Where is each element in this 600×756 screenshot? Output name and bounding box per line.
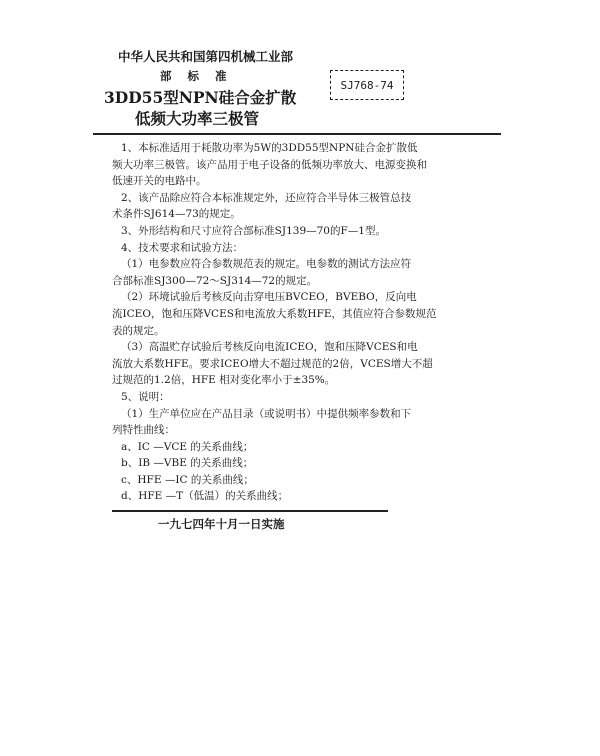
body-line: d、HFE —T（低温）的关系曲线； xyxy=(121,490,289,503)
body-line: b、IB —VBE 的关系曲线； xyxy=(121,457,254,470)
body-line: 合部标准SJ300—72～SJ314—72的规定。 xyxy=(112,274,318,287)
body-line: （2）环境试验后考核反向击穿电压BVCEO，BVEBO，反向电 xyxy=(121,291,417,304)
standard-type: 部标准 xyxy=(160,69,243,83)
body-line: 1、本标准适用于耗散功率为5W的3DD55型NPN硅合金扩散低 xyxy=(121,142,418,154)
standard-code-box xyxy=(330,70,404,100)
body-line: （1）生产单位应在产品目录（或说明书）中提供频率参数和下 xyxy=(121,407,412,420)
body-line: （1）电参数应符合参数规范表的规定。电参数的测试方法应符 xyxy=(121,258,412,271)
body-line: 术条件SJ614—73的规定。 xyxy=(112,208,241,221)
body-line: 流ICEO，饱和压降VCES和电流放大系数HFE，其值应符合参数规范 xyxy=(112,307,437,320)
footer-divider xyxy=(112,510,388,512)
body-line: c、HFE —IC 的关系曲线； xyxy=(121,473,254,486)
body-line: 表的规定。 xyxy=(112,324,165,337)
body-line: 5、说明： xyxy=(121,390,170,403)
issuing-organization: 中华人民共和国第四机械工业部 xyxy=(118,49,294,64)
body-line: 2、该产品除应符合本标准规定外，还应符合半导体三极管总技 xyxy=(121,191,412,204)
body-line: 4、技术要求和试验方法： xyxy=(121,241,244,254)
document-title-line2: 低频大功率三极管 xyxy=(135,110,260,128)
body-line: 低速开关的电路中。 xyxy=(112,175,207,188)
body-line: 列特性曲线： xyxy=(112,424,175,437)
body-line: 频大功率三极管。该产品用于电子设备的低频功率放大、电源变换和 xyxy=(112,158,427,171)
document-title-line1: 3DD55型NPN硅合金扩散 xyxy=(104,88,297,107)
standard-code: SJ768-74 xyxy=(340,78,394,92)
body-line: 过规范的1.2倍，HFE 相对变化率小于±35%。 xyxy=(112,374,336,387)
body-line: （3）高温贮存试验后考核反向电流ICEO，饱和压降VCES和电 xyxy=(121,341,418,354)
body-line: 流放大系数HFE。要求ICEO增大不超过规范的2倍，VCES增大不超 xyxy=(112,357,433,370)
body-line: 3、外形结构和尺寸应符合部标准SJ139—70的F—1型。 xyxy=(121,224,386,237)
header-divider xyxy=(93,133,501,135)
document-body xyxy=(112,140,437,505)
body-line: a、IC —VCE 的关系曲线； xyxy=(121,440,254,453)
effective-date: 一九七四年十月一日实施 xyxy=(158,517,285,531)
